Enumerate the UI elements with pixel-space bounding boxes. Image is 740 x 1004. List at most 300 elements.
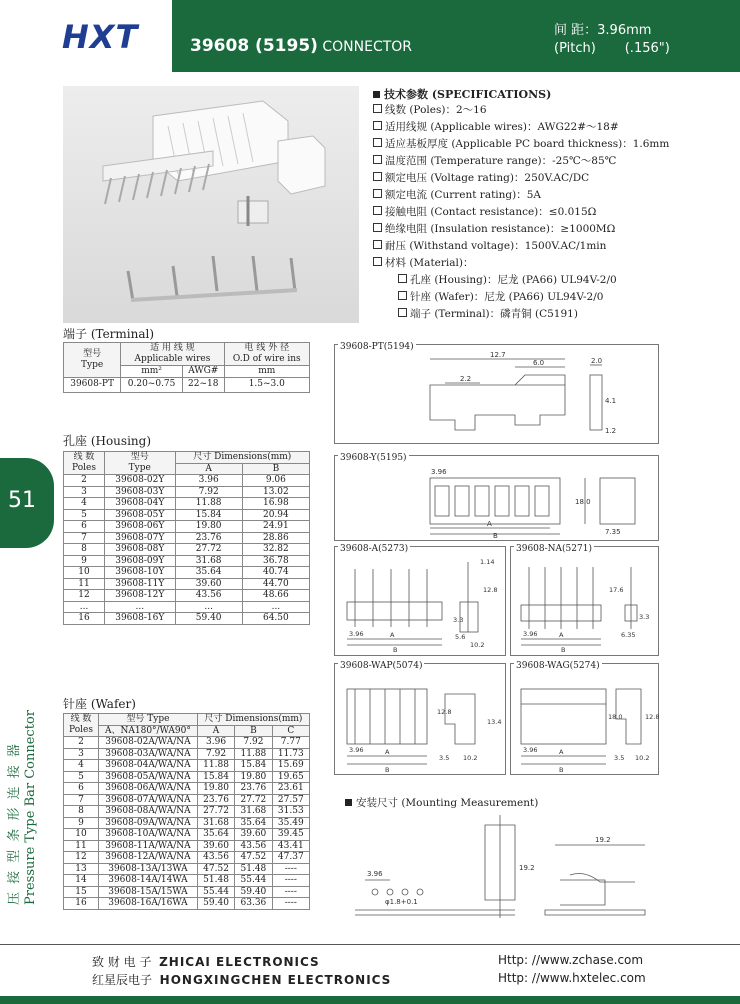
table-row <box>64 486 310 498</box>
cell: 16.98 <box>242 498 309 510</box>
cell: 7.92 <box>197 748 234 760</box>
cell: 7.92 <box>175 486 242 498</box>
cell: 39608-03Y <box>105 486 176 498</box>
checkbox-square-icon <box>373 240 382 249</box>
drawing-label-wag: 39608-WAG(5274) <box>516 661 600 671</box>
spec-text: 温度范围 (Temperature range)：-25℃～85℃ <box>385 155 617 167</box>
spec-item <box>373 136 669 151</box>
cell: 13 <box>64 863 99 875</box>
cell: 19.80 <box>235 771 272 783</box>
company-2-cn: 红星辰电子 <box>92 973 153 987</box>
cell: 3 <box>64 748 99 760</box>
table-row <box>64 760 310 772</box>
dim-label: 7.35 <box>605 528 621 536</box>
website-link-2[interactable]: Http: //www.hxtelec.com <box>498 971 646 985</box>
table-row <box>64 806 310 818</box>
spec-text: 额定电压 (Voltage rating)：250V.AC/DC <box>385 172 590 184</box>
cell: ... <box>64 601 105 613</box>
table-row <box>64 840 310 852</box>
cell: 2 <box>64 737 99 749</box>
dim-label: 3.3 <box>639 613 650 621</box>
cell: 11 <box>64 578 105 590</box>
product-photo-illustration <box>63 86 359 323</box>
housing-header-dim: 尺寸 Dimensions(mm) <box>175 452 309 464</box>
spec-text: 额定电流 (Current rating)：5A <box>385 189 542 201</box>
cell: 9 <box>64 555 105 567</box>
cell: 11.88 <box>175 498 242 510</box>
table-row <box>64 794 310 806</box>
cell: 9 <box>64 817 99 829</box>
cell: 7.92 <box>235 737 272 749</box>
dim-label: B <box>385 766 390 774</box>
cell: 39608-05Y <box>105 509 176 521</box>
dim-label: 3.5 <box>439 754 450 762</box>
company-1-cn: 致 财 电 子 <box>92 955 152 969</box>
cell: 63.36 <box>235 898 272 910</box>
cell: 4 <box>64 498 105 510</box>
cell: 39.45 <box>272 829 309 841</box>
cell: ---- <box>272 898 309 910</box>
cell: ---- <box>272 875 309 887</box>
cell: 27.72 <box>235 794 272 806</box>
page-number: 51 <box>8 488 36 513</box>
table-row <box>64 555 310 567</box>
cell: 31.68 <box>235 806 272 818</box>
spec-text: 耐压 (Withstand voltage)：1500V.AC/1min <box>385 240 607 252</box>
specs-title-text: 技术参数 (SPECIFICATIONS) <box>384 88 552 101</box>
table-row <box>64 748 310 760</box>
wafer-header-poles: 线 数 Poles <box>64 714 99 737</box>
title-part-number: 39608 (5195) <box>190 36 318 56</box>
cell: 39608-13A/13WA <box>99 863 198 875</box>
cell: 39608-04Y <box>105 498 176 510</box>
company-1-en: ZHICAI ELECTRONICS <box>159 955 320 969</box>
housing-table-body <box>64 475 310 625</box>
drawing-wafer-na-svg <box>511 547 658 655</box>
cell: 7 <box>64 794 99 806</box>
wafer-header-type: 型号 Type <box>99 714 198 726</box>
cell: 39608-14A/14WA <box>99 875 198 887</box>
dim-label: A <box>487 520 492 528</box>
cell: 22~18 <box>182 377 224 392</box>
dim-label: A <box>559 748 564 756</box>
dim-label: 10.2 <box>463 754 478 762</box>
spec-item <box>373 170 589 185</box>
cell: 39608-07A/WA/NA <box>99 794 198 806</box>
cell: 12 <box>64 852 99 864</box>
dim-label: 3.96 <box>349 746 364 754</box>
checkbox-square-icon <box>398 274 407 283</box>
wafer-header-dim: 尺寸 Dimensions(mm) <box>197 714 309 726</box>
cell: 55.44 <box>235 875 272 887</box>
drawing-label-a: 39608-A(5273) <box>340 544 409 554</box>
pitch-label-cn: 间 距： <box>554 23 598 38</box>
spec-item <box>373 221 615 236</box>
table-row <box>64 771 310 783</box>
cell: 31.68 <box>197 817 234 829</box>
cell: 39608-06Y <box>105 521 176 533</box>
material-item <box>398 272 617 287</box>
table-row <box>64 544 310 556</box>
drawing-terminal-svg <box>335 345 658 443</box>
table-row <box>64 829 310 841</box>
product-photo <box>63 86 359 323</box>
cell: 27.72 <box>175 544 242 556</box>
dim-label: 12.8 <box>645 713 660 721</box>
dim-label: 3.3 <box>453 616 464 624</box>
table-row <box>64 886 310 898</box>
footer-divider <box>0 944 740 945</box>
dim-label: 3.96 <box>431 468 447 476</box>
cell: 47.52 <box>197 863 234 875</box>
cell: 59.40 <box>175 613 242 625</box>
table-row <box>64 590 310 602</box>
cell: 10 <box>64 829 99 841</box>
dim-label: φ1.8+0.1 <box>385 898 418 906</box>
cell: 47.37 <box>272 852 309 864</box>
drawing-housing-svg <box>335 456 658 540</box>
cell: 39608-10Y <box>105 567 176 579</box>
drawing-wafer-wag-svg <box>511 664 658 774</box>
cell: 23.76 <box>197 794 234 806</box>
material-text: 孔座 (Housing)：尼龙 (PA66) UL94V-2/0 <box>410 274 617 286</box>
checkbox-square-icon <box>373 172 382 181</box>
cell: 1.5~3.0 <box>224 377 309 392</box>
cell: 11 <box>64 840 99 852</box>
pitch-label-en: (Pitch) <box>554 41 596 56</box>
cell: 39608-10A/WA/NA <box>99 829 198 841</box>
drawing-housing <box>334 455 659 541</box>
cell: 39608-11Y <box>105 578 176 590</box>
cell: 59.40 <box>235 886 272 898</box>
spec-item <box>373 153 616 168</box>
cell: 7.77 <box>272 737 309 749</box>
checkbox-square-icon <box>398 291 407 300</box>
cell: ... <box>242 601 309 613</box>
table-row <box>64 475 310 487</box>
unit-awg: AWG# <box>182 366 224 378</box>
cell: 16 <box>64 613 105 625</box>
cell: 23.61 <box>272 783 309 795</box>
terminal-header-od: 电 线 外 径 O.D of wire ins <box>224 343 309 366</box>
material-item <box>398 289 603 304</box>
dim-label: B <box>493 532 498 540</box>
cell: 2 <box>64 475 105 487</box>
housing-header-type: 型号 Type <box>105 452 176 475</box>
cell: 4 <box>64 760 99 772</box>
drawing-wafer-wap <box>334 663 506 775</box>
cell: 39608-05A/WA/NA <box>99 771 198 783</box>
housing-header-a: A <box>175 463 242 475</box>
cell: ... <box>175 601 242 613</box>
cell: 28.86 <box>242 532 309 544</box>
table-row <box>64 567 310 579</box>
cell: 19.80 <box>175 521 242 533</box>
cell: 20.94 <box>242 509 309 521</box>
table-row <box>64 377 310 392</box>
cell: 15 <box>64 886 99 898</box>
cell: ---- <box>272 863 309 875</box>
dim-label: 18.0 <box>608 713 623 721</box>
unit-mm2: mm² <box>121 366 183 378</box>
drawing-wafer-wap-svg <box>335 664 505 774</box>
checkbox-square-icon <box>373 189 382 198</box>
cell: 39608-03A/WA/NA <box>99 748 198 760</box>
spec-text: 适应基板厚度 (Applicable PC board thickness)：1.6mm <box>385 138 670 150</box>
dim-label: 6.35 <box>621 631 636 639</box>
cell: 19.80 <box>197 783 234 795</box>
cell: 47.52 <box>235 852 272 864</box>
cell: 24.91 <box>242 521 309 533</box>
cell: 55.44 <box>197 886 234 898</box>
checkbox-square-icon <box>373 257 382 266</box>
drawing-terminal <box>334 344 659 444</box>
dim-label: 12.8 <box>437 708 452 716</box>
cell: 48.66 <box>242 590 309 602</box>
company-1 <box>92 953 320 970</box>
housing-header-b: B <box>242 463 309 475</box>
terminal-section-title: 端子 (Terminal) <box>63 327 155 341</box>
cell: 44.70 <box>242 578 309 590</box>
vertical-caption-cn: 压 接 型 条 形 连 接 器 <box>7 742 22 905</box>
spec-text: 适用线规 (Applicable wires)：AWG22#～18# <box>385 121 619 133</box>
housing-table <box>63 451 310 625</box>
cell: 13.02 <box>242 486 309 498</box>
vertical-caption-en: Pressure Type Bar Connector <box>23 710 38 905</box>
cell: 15.84 <box>197 771 234 783</box>
cell: 15.69 <box>272 760 309 772</box>
housing-section-title: 孔座 (Housing) <box>63 434 152 448</box>
dim-label: B <box>561 646 566 654</box>
wafer-table <box>63 713 310 910</box>
cell: 39608-08A/WA/NA <box>99 806 198 818</box>
cell: 3.96 <box>175 475 242 487</box>
drawing-wafer-a <box>334 546 506 656</box>
cell: 39.60 <box>235 829 272 841</box>
dim-label: 1.14 <box>480 558 495 566</box>
wafer-header-type-sub: A、NA180°/WA90° <box>99 725 198 737</box>
cell: 43.56 <box>197 852 234 864</box>
dim-label: 3.5 <box>614 754 625 762</box>
drawing-wafer-a-svg <box>335 547 505 655</box>
wafer-header-a: A <box>197 725 234 737</box>
table-row <box>64 578 310 590</box>
cell: 64.50 <box>242 613 309 625</box>
mounting-drawing <box>345 810 665 930</box>
checkbox-square-icon <box>373 138 382 147</box>
cell: 39608-11A/WA/NA <box>99 840 198 852</box>
dim-label: 12.8 <box>483 586 498 594</box>
cell: 6 <box>64 783 99 795</box>
checkbox-square-icon <box>373 206 382 215</box>
spec-item <box>373 119 619 134</box>
wafer-section-title: 针座 (Wafer) <box>63 697 136 711</box>
vertical-caption <box>8 690 38 910</box>
cell: ... <box>105 601 176 613</box>
dim-label: 3.96 <box>523 746 538 754</box>
cell: 8 <box>64 544 105 556</box>
cell: 39608-09A/WA/NA <box>99 817 198 829</box>
cell: 3.96 <box>197 737 234 749</box>
dim-label: 3.96 <box>367 870 383 878</box>
cell: 39.60 <box>175 578 242 590</box>
table-row <box>64 613 310 625</box>
dim-label: B <box>393 646 398 654</box>
table-row <box>64 498 310 510</box>
terminal-header-type: 型号 Type <box>64 343 121 378</box>
cell: 5 <box>64 771 99 783</box>
unit-mm: mm <box>224 366 309 378</box>
page-title <box>190 36 412 56</box>
dim-label: B <box>559 766 564 774</box>
cell: 40.74 <box>242 567 309 579</box>
dim-label: 12.7 <box>490 351 506 359</box>
cell: 12 <box>64 590 105 602</box>
dim-label: A <box>390 631 395 639</box>
cell: 10 <box>64 567 105 579</box>
dim-label: 5.6 <box>455 633 466 641</box>
cell: 39608-15A/15WA <box>99 886 198 898</box>
table-row <box>64 532 310 544</box>
cell: 51.48 <box>235 863 272 875</box>
table-row <box>64 509 310 521</box>
company-2-en: HONGXINGCHEN ELECTRONICS <box>159 973 392 987</box>
cell: 11.73 <box>272 748 309 760</box>
drawing-label-wap: 39608-WAP(5074) <box>340 661 423 671</box>
dim-label: 17.6 <box>609 586 624 594</box>
checkbox-square-icon <box>373 223 382 232</box>
cell: 39608-04A/WA/NA <box>99 760 198 772</box>
cell: 39608-16Y <box>105 613 176 625</box>
company-2 <box>92 971 391 988</box>
cell: 59.40 <box>197 898 234 910</box>
dim-label: 1.2 <box>605 427 617 435</box>
cell: 43.56 <box>235 840 272 852</box>
spec-item <box>373 238 606 253</box>
material-text: 针座 (Wafer)：尼龙 (PA66) UL94V-2/0 <box>410 291 604 303</box>
cell: 31.68 <box>175 555 242 567</box>
website-link-1[interactable]: Http: //www.zchase.com <box>498 953 644 967</box>
spec-item <box>373 255 473 270</box>
cell: 36.78 <box>242 555 309 567</box>
drawing-wafer-na <box>510 546 659 656</box>
dim-label: 2.2 <box>460 375 472 383</box>
mounting-title <box>345 795 538 810</box>
wafer-header-b: B <box>235 725 272 737</box>
pitch-value-mm: 3.96mm <box>597 23 652 38</box>
cell: 39608-PT <box>64 377 121 392</box>
dim-label: 18.0 <box>575 498 591 506</box>
cell: 39608-07Y <box>105 532 176 544</box>
footer-bar <box>0 996 740 1004</box>
dim-label: 4.1 <box>605 397 617 405</box>
wafer-header-c: C <box>272 725 309 737</box>
dim-label: 10.2 <box>470 641 485 649</box>
cell: 27.57 <box>272 794 309 806</box>
cell: 39608-12A/WA/NA <box>99 852 198 864</box>
cell: 6 <box>64 521 105 533</box>
brand-logo: HXT <box>62 18 139 56</box>
cell: 0.20~0.75 <box>121 377 183 392</box>
pitch-info <box>554 22 670 58</box>
table-row <box>64 852 310 864</box>
spec-text: 线数 (Poles)：2～16 <box>385 104 487 116</box>
title-suffix: CONNECTOR <box>317 39 413 55</box>
pitch-value-inch: (.156") <box>624 41 670 56</box>
cell: 32.82 <box>242 544 309 556</box>
dim-label: 3.96 <box>349 630 364 638</box>
dim-label: 10.2 <box>635 754 650 762</box>
table-row <box>64 817 310 829</box>
dim-label: 13.4 <box>487 718 502 726</box>
spec-text: 绝缘电阻 (Insulation resistance)：≥1000MΩ <box>385 223 616 235</box>
cell: 15.84 <box>235 760 272 772</box>
material-item <box>398 306 578 321</box>
table-row <box>64 898 310 910</box>
dim-label: 19.2 <box>519 864 535 872</box>
cell: 16 <box>64 898 99 910</box>
drawing-label-na: 39608-NA(5271) <box>516 544 592 554</box>
checkbox-square-icon <box>373 155 382 164</box>
cell: 23.76 <box>175 532 242 544</box>
drawing-label-y: 39608-Y(5195) <box>340 453 407 463</box>
cell: 39608-12Y <box>105 590 176 602</box>
mounting-title-text: 安装尺寸 (Mounting Measurement) <box>356 797 539 809</box>
cell: 14 <box>64 875 99 887</box>
bullet-square-icon <box>345 799 352 806</box>
spec-text: 接触电阻 (Contact resistance)：≤0.015Ω <box>385 206 597 218</box>
cell: 39608-02Y <box>105 475 176 487</box>
wafer-table-body <box>64 737 310 910</box>
dim-label: 6.0 <box>533 359 545 367</box>
dim-label: 2.0 <box>591 357 603 365</box>
cell: 39608-06A/WA/NA <box>99 783 198 795</box>
table-row <box>64 875 310 887</box>
cell: 27.72 <box>197 806 234 818</box>
specs-title <box>373 86 551 102</box>
cell: 7 <box>64 532 105 544</box>
cell: 35.64 <box>235 817 272 829</box>
bullet-square-icon <box>373 91 380 98</box>
spec-text: 材料 (Material)： <box>385 257 474 269</box>
checkbox-square-icon <box>398 308 407 317</box>
dim-label: 3.96 <box>523 630 538 638</box>
cell: 43.56 <box>175 590 242 602</box>
cell: 39608-16A/16WA <box>99 898 198 910</box>
cell: 43.41 <box>272 840 309 852</box>
cell: 8 <box>64 806 99 818</box>
table-row <box>64 601 310 613</box>
cell: 11.88 <box>197 760 234 772</box>
dim-label: A <box>385 748 390 756</box>
cell: 35.64 <box>197 829 234 841</box>
cell: 9.06 <box>242 475 309 487</box>
dim-label: 19.2 <box>595 836 611 844</box>
cell: 51.48 <box>197 875 234 887</box>
cell: ---- <box>272 886 309 898</box>
table-row <box>64 783 310 795</box>
cell: 31.53 <box>272 806 309 818</box>
dim-label: A <box>559 631 564 639</box>
cell: 39608-08Y <box>105 544 176 556</box>
checkbox-square-icon <box>373 104 382 113</box>
cell: 39.60 <box>197 840 234 852</box>
table-row <box>64 737 310 749</box>
drawing-wafer-wag <box>510 663 659 775</box>
housing-header-poles: 线 数 Poles <box>64 452 105 475</box>
cell: 11.88 <box>235 748 272 760</box>
cell: 35.64 <box>175 567 242 579</box>
